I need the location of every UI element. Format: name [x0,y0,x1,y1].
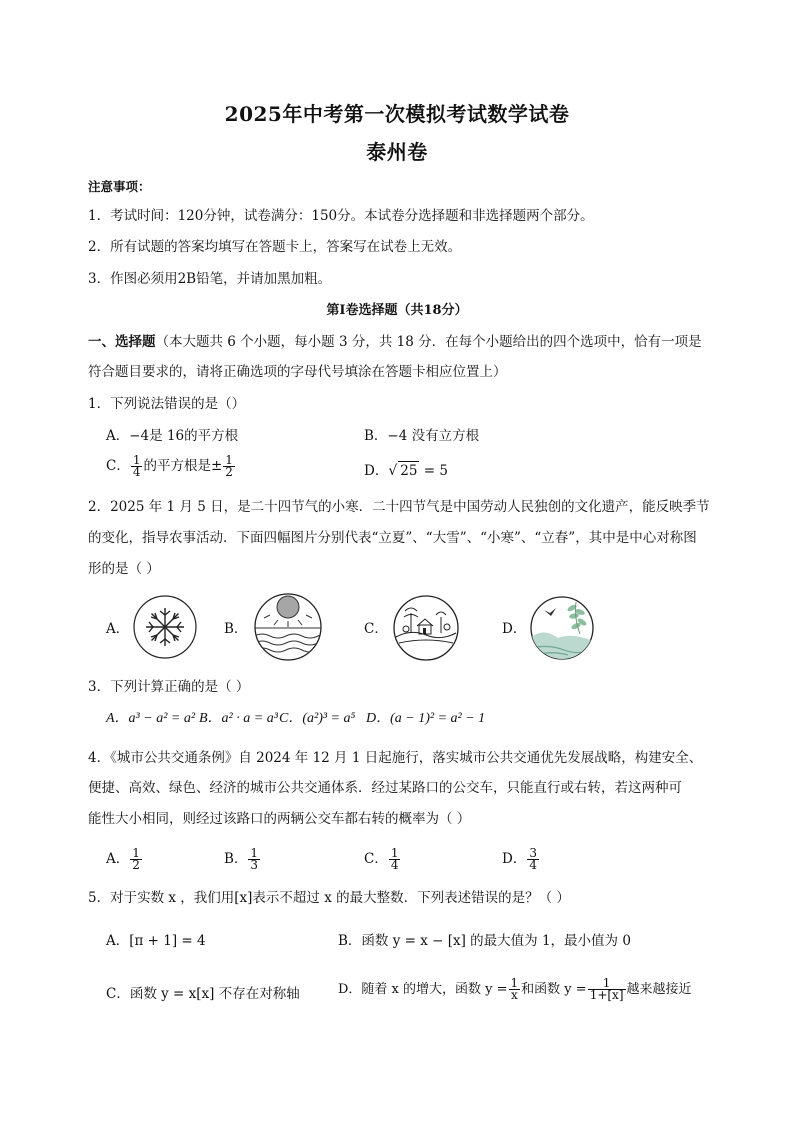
part-label: 一、选择题 [88,334,156,350]
q1-option-c [106,455,236,478]
q3-option-d: D．(a − 1)² = a² − 1 [366,711,486,726]
q1-d-label: D． [364,463,389,479]
q4-d-num: 3 [529,846,537,860]
q5-stem: 5．对于实数 x ，我们用[x]表示不超过 x 的最大整数．下列表述错误的是？（ ） [88,890,570,906]
q3-stem: 3．下列计算正确的是（ ） [88,679,250,695]
q4-line-2: 便捷、高效、绿色、经济的城市公共交通体系．经过某路口的公交车，只能直行或右转，若这两种可 [88,780,682,796]
q1-stem: 1．下列说法错误的是（） [88,396,246,412]
q5-d-den-1: x [510,988,518,1002]
q5-option-a: A．[π + 1] = 4 [106,933,206,949]
q5-d-den-2: 1+[x] [589,988,624,1002]
notice-item-1: 1．考试时间：120分钟，试卷满分：150分。本试卷分选择题和非选择题两个部分。 [88,208,594,224]
q1-option-a: A．−4是 16的平方根 [106,428,239,444]
q1-c-mid: 的平方根是± [143,458,223,474]
page-title: 2025年中考第一次模拟考试数学试卷 [224,102,570,126]
q4-a-fraction [130,848,142,871]
q4-b-den: 3 [250,858,259,872]
q4-c-den: 4 [390,858,399,872]
q1-d-rest: = 5 [419,463,448,479]
q5-d-num-1: 1 [510,976,519,990]
q5-d-post: 越来越接近 [626,982,692,997]
q4-d-fraction [527,848,539,871]
notice-heading: 注意事项： [88,179,151,194]
section-heading: 第Ⅰ卷选择题（共18分） [326,303,468,318]
q4-line-3: 能性大小相同，则经过该路口的两辆公交车都右转的概率为（ ） [88,811,471,827]
q5-option-c: C．函数 y = x[x] 不存在对称轴 [106,986,300,1002]
snowflake-icon [132,594,198,660]
q3-option-b: B．a² · a = a³ [199,711,278,726]
q5-d-pre: D．随着 x 的增大，函数 y = [338,982,508,997]
q2-line-2: 的变化，指导农事活动．下面四幅图片分别代表“立夏”、“大雪”、“小寒”、“立春”，其中是中心对称图 [88,530,697,546]
q4-option-b [224,848,261,871]
swallow-willow-icon [528,594,596,662]
q2-line-1: 2．2025 年 1 月 5 日，是二十四节气的小寒．二十四节气是中国劳动人民独创的文化遗产，能反映季节 [88,499,710,515]
q4-option-d [502,848,540,871]
q4-option-a [106,848,143,871]
q2-label-c: C． [364,621,388,637]
q3-option-c: C．(a²)³ = a⁵ [279,711,356,726]
q2-label-a: A． [106,621,130,637]
q1-c-den-1: 4 [132,465,141,479]
q3-option-a: A．a³ − a² = a² [106,711,196,726]
q4-d-label: D． [502,851,527,867]
q1-option-b: B．−4 没有立方根 [364,428,480,444]
part-desc-1: （本大题共 6 个小题，每小题 3 分，共 18 分．在每个小题给出的四个选项中，恰有一项是 [155,334,702,350]
q4-c-label: C． [364,851,388,867]
q1-c-fraction-2 [223,455,235,478]
q1-c-num-1: 1 [132,453,141,467]
q4-b-num: 1 [250,846,259,860]
q4-option-c [364,848,401,871]
q2-label-d: D． [502,621,527,637]
q4-c-num: 1 [390,846,399,860]
q4-b-fraction [248,848,260,871]
q5-d-fraction-2 [588,978,626,1001]
part-intro-line-1 [88,333,702,351]
q2-line-3: 形的是（ ） [88,561,160,577]
q4-a-label: A． [106,851,130,867]
page-subtitle: 泰州卷 [366,140,428,164]
village-scene-icon [391,593,461,663]
q2-label-b: B． [224,621,248,637]
sun-waves-icon [252,591,324,663]
q4-a-num: 1 [132,846,140,860]
notice-item-2: 2．所有试题的答案均填写在答题卡上，答案写在试卷上无效。 [88,239,462,255]
q5-d-fraction-1 [509,978,521,1001]
q1-c-fraction-1 [131,455,143,478]
q4-c-fraction [389,848,401,871]
q4-line-1: 4．《城市公共交通条例》自 2024 年 12 月 1 日起施行，落实城市公共交通优先发展战略，构建安全、 [88,750,703,766]
q5-option-d [338,978,692,1001]
part-intro-line-2: 符合题目要求的，请将正确选项的字母代号填涂在答题卡相应位置上） [88,364,507,380]
notice-item-3: 3．作图必须用2B铅笔，并请加黑加粗。 [88,271,332,287]
q4-d-den: 4 [529,858,537,872]
q1-c-label: C． [106,458,130,474]
q4-b-label: B． [224,851,248,867]
q5-d-num-2: 1 [588,978,626,990]
q4-a-den: 2 [132,858,140,872]
q1-option-d: D．√ 25 = 5 [364,463,448,479]
q5-option-b: B．函数 y = x − [x] 的最大值为 1，最小值为 0 [338,933,631,949]
q5-d-mid: 和函数 y = [521,982,587,997]
q1-c-den-2: 2 [225,465,233,479]
q1-d-sqrt: 25 [400,463,418,479]
q1-c-num-2: 1 [225,453,233,467]
